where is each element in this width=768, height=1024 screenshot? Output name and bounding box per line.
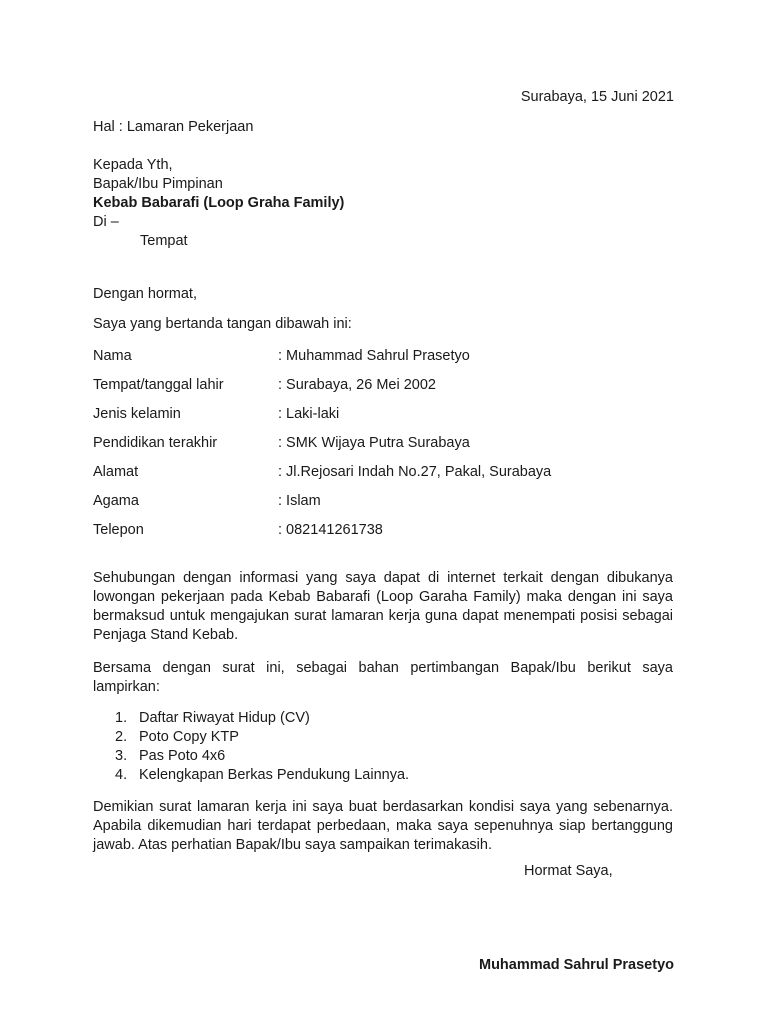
info-label: Agama: [93, 493, 139, 509]
recipient-place: Tempat: [140, 233, 188, 249]
list-number: 4.: [115, 767, 128, 783]
recipient-salutation: Kepada Yth,: [93, 157, 173, 173]
info-label: Jenis kelamin: [93, 406, 181, 422]
info-label: Telepon: [93, 522, 144, 538]
list-number: 3.: [115, 748, 128, 764]
list-number: 1.: [115, 710, 128, 726]
list-number: 2.: [115, 729, 128, 745]
info-row-religion: [93, 492, 551, 521]
info-value: : 082141261738: [278, 522, 383, 538]
info-value: : Surabaya, 26 Mei 2002: [278, 377, 436, 393]
info-row-gender: [93, 405, 551, 434]
recipient-title: Bapak/Ibu Pimpinan: [93, 176, 223, 192]
list-item: [93, 709, 409, 728]
list-item: [93, 747, 409, 766]
info-value: : Muhammad Sahrul Prasetyo: [278, 348, 470, 364]
recipient-block: [93, 156, 344, 251]
body-paragraph-2: Bersama dengan surat ini, sebagai bahan pertimbangan Bapak/Ibu berikut saya lampirkan:: [93, 660, 673, 695]
closing-line: Hormat Saya,: [524, 863, 613, 879]
personal-info-table: [93, 347, 551, 550]
info-label: Pendidikan terakhir: [93, 435, 218, 451]
greeting: Dengan hormat,: [93, 286, 197, 302]
info-row-address: [93, 463, 551, 492]
subject-line: Hal : Lamaran Pekerjaan: [93, 119, 254, 135]
list-item: [93, 766, 409, 785]
recipient-di: Di –: [93, 214, 119, 230]
info-label: Tempat/tanggal lahir: [93, 377, 224, 393]
info-row-birth: [93, 376, 551, 405]
signature-name: Muhammad Sahrul Prasetyo: [479, 957, 674, 973]
list-text: Pas Poto 4x6: [139, 748, 226, 764]
info-row-name: [93, 347, 551, 376]
body-paragraph-3: Demikian surat lamaran kerja ini saya buat berdasarkan kondisi saya yang sebenarnya. Apabila dikemudian hari terdapat perbedaan, maka saya sepenuhnya siap bertanggung jawab. Atas perhatian Bapak/Ibu saya sampaikan terimakasih.: [93, 799, 673, 853]
list-text: Kelengkapan Berkas Pendukung Lainnya.: [139, 767, 410, 783]
list-text: Poto Copy KTP: [139, 729, 239, 745]
body-paragraph-1: Sehubungan dengan informasi yang saya dapat di internet terkait dengan dibukanya lowongan pekerjaan pada Kebab Babarafi (Loop Garaha Family) maka dengan ini saya bermaksud untuk mengajukan surat lamaran kerja guna dapat menempati posisi sebagai Penjaga Stand Kebab.: [93, 570, 673, 643]
info-value: : SMK Wijaya Putra Surabaya: [278, 435, 470, 451]
list-item: [93, 728, 409, 747]
info-value: : Laki-laki: [278, 406, 340, 422]
info-row-phone: [93, 521, 551, 550]
info-label: Alamat: [93, 464, 139, 480]
info-row-education: [93, 434, 551, 463]
place-date: Surabaya, 15 Juni 2021: [520, 89, 674, 105]
recipient-company: Kebab Babarafi (Loop Graha Family): [93, 195, 345, 211]
info-value: : Jl.Rejosari Indah No.27, Pakal, Surabaya: [278, 464, 552, 480]
intro-line: Saya yang bertanda tangan dibawah ini:: [93, 316, 352, 332]
attachment-list: [93, 709, 409, 785]
list-text: Daftar Riwayat Hidup (CV): [139, 710, 310, 726]
info-label: Nama: [93, 348, 132, 364]
info-value: : Islam: [278, 493, 321, 509]
